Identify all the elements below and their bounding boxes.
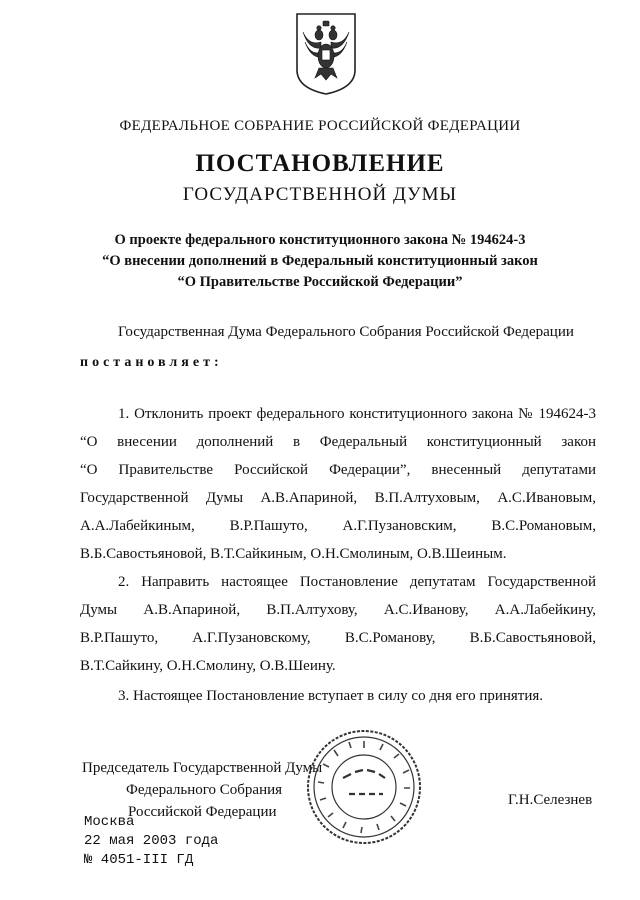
assembly-title: ФЕДЕРАЛЬНОЕ СОБРАНИЕ РОССИЙСКОЙ ФЕДЕРАЦИИ: [119, 118, 521, 134]
signatory-title-line: Председатель Государственной Думы: [82, 760, 323, 776]
item-line: Государственной Думы А.В.Апариной, В.П.Алтуховым, А.С.Ивановым,: [80, 490, 596, 506]
item-line: Думы А.В.Апариной, В.П.Алтухову, А.С.Иванову, А.А.Лабейкину,: [80, 602, 596, 618]
item-line: В.Р.Пашуто, А.Г.Пузановскому, В.С.Романову, В.Б.Савостьяновой,: [80, 630, 596, 646]
item-line: В.Т.Сайкину, О.Н.Смолину, О.В.Шеину.: [80, 658, 336, 674]
item-line: “О Правительстве Российской Федерации”, внесенный депутатами: [80, 462, 596, 478]
signatory-name: Г.Н.Селезнев: [508, 792, 593, 808]
subject-line: О проекте федерального конституционного закона № 194624-3: [114, 232, 526, 248]
item-line: 1. Отклонить проект федерального конституционного закона № 194624-3: [118, 406, 596, 422]
item-line: “О внесении дополнений в Федеральный конституционный закон: [80, 434, 596, 450]
document-number: № 4051-III ГД: [84, 852, 194, 868]
signatory-title-line: Российской Федерации: [128, 804, 277, 820]
item-line: В.Б.Савостьяновой, В.Т.Сайкиным, О.Н.Смолиным, О.В.Шеиным.: [80, 546, 507, 562]
city: Москва: [84, 814, 135, 830]
document-type: ПОСТАНОВЛЕНИЕ: [195, 150, 445, 177]
signatory-title-line: Федерального Собрания: [126, 782, 283, 798]
resolves-word: постановляет:: [80, 355, 223, 370]
date: 22 мая 2003 года: [84, 833, 219, 849]
subject-line: “О Правительстве Российской Федерации”: [177, 274, 463, 290]
document-footer: [84, 813, 218, 870]
issuing-body: ГОСУДАРСТВЕННОЙ ДУМЫ: [182, 184, 458, 205]
protocol-department-stamp: [305, 728, 423, 846]
subject-line: “О внесении дополнений в Федеральный конституционный закон: [102, 253, 538, 269]
preamble: Государственная Дума Федерального Собрания Российской Федерации: [118, 324, 574, 340]
item-line: 3. Настоящее Постановление вступает в силу со дня его принятия.: [118, 688, 544, 704]
item-line: 2. Направить настоящее Постановление депутатам Государственной: [118, 574, 596, 590]
russian-coat-of-arms-icon: [295, 12, 357, 96]
item-line: А.А.Лабейкиным, В.Р.Пашуто, А.Г.Пузановским, В.С.Романовым,: [80, 518, 596, 534]
